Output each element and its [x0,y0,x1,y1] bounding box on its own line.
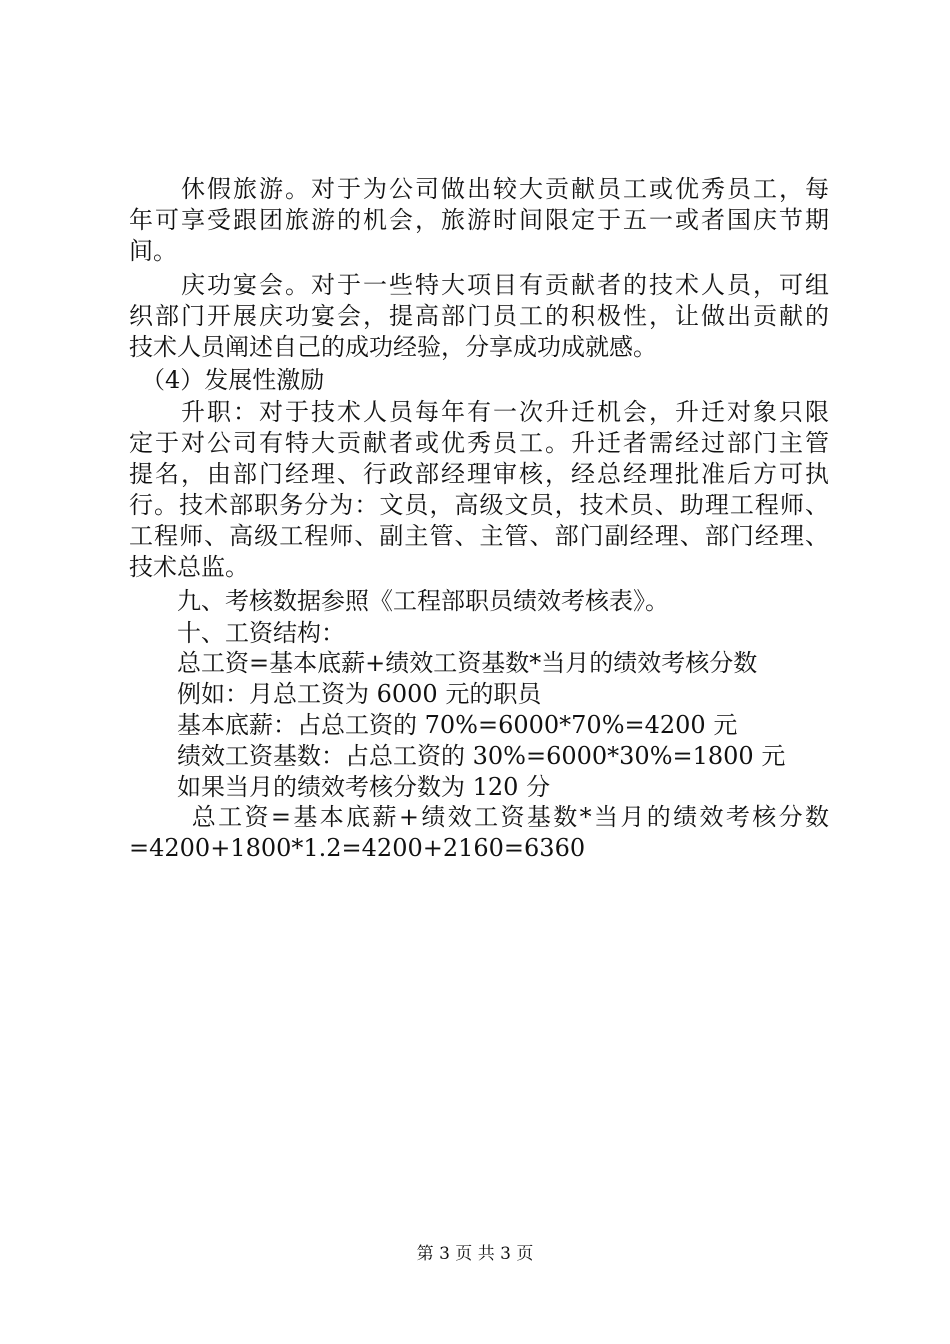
paragraph-promotion-line-6: 技术总监。 [129,553,249,581]
salary-formula: 总工资=基本底薪+绩效工资基数*当月的绩效考核分数 [129,649,758,677]
section-nine: 九、考核数据参照《工程部职员绩效考核表》。 [129,587,669,615]
section-heading-development: （4）发展性激励 [129,366,325,394]
performance-base-line: 绩效工资基数：占总工资的 30%=6000*30%=1800 元 [129,742,786,770]
section-ten: 十、工资结构： [129,619,345,647]
score-condition-line: 如果当月的绩效考核分数为 120 分 [129,773,551,801]
paragraph-banquet-line-2: 织部门开展庆功宴会，提高部门员工的积极性，让做出贡献的 [129,302,829,330]
salary-example: 例如：月总工资为 6000 元的职员 [129,680,542,708]
paragraph-promotion-line-1: 升职：对于技术人员每年有一次升迁机会，升迁对象只限 [129,398,829,426]
paragraph-promotion-line-3: 提名，由部门经理、行政部经理审核，经总经理批准后方可执 [129,460,829,488]
paragraph-promotion-line-5: 工程师、高级工程师、副主管、主管、部门副经理、部门经理、 [129,522,829,550]
salary-calc-line-2: =4200+1800*1.2=4200+2160=6360 [129,834,586,862]
page-footer: 第 3 页 共 3 页 [416,1244,534,1264]
base-salary-line: 基本底薪：占总工资的 70%=6000*70%=4200 元 [129,711,738,739]
paragraph-vacation-line-2: 年可享受跟团旅游的机会，旅游时间限定于五一或者国庆节期 [129,206,829,234]
paragraph-banquet-line-3: 技术人员阐述自己的成功经验，分享成功成就感。 [129,333,657,361]
paragraph-vacation-line-3: 间。 [129,237,177,265]
salary-calc-line-1: 总工资=基本底薪+绩效工资基数*当月的绩效考核分数 [129,803,829,831]
paragraph-banquet-line-1: 庆功宴会。对于一些特大项目有贡献者的技术人员，可组 [129,271,829,299]
paragraph-vacation-line-1: 休假旅游。对于为公司做出较大贡献员工或优秀员工，每 [129,175,829,203]
paragraph-promotion-line-4: 行。技术部职务分为：文员，高级文员，技术员、助理工程师、 [129,491,829,519]
paragraph-promotion-line-2: 定于对公司有特大贡献者或优秀员工。升迁者需经过部门主管 [129,429,829,457]
